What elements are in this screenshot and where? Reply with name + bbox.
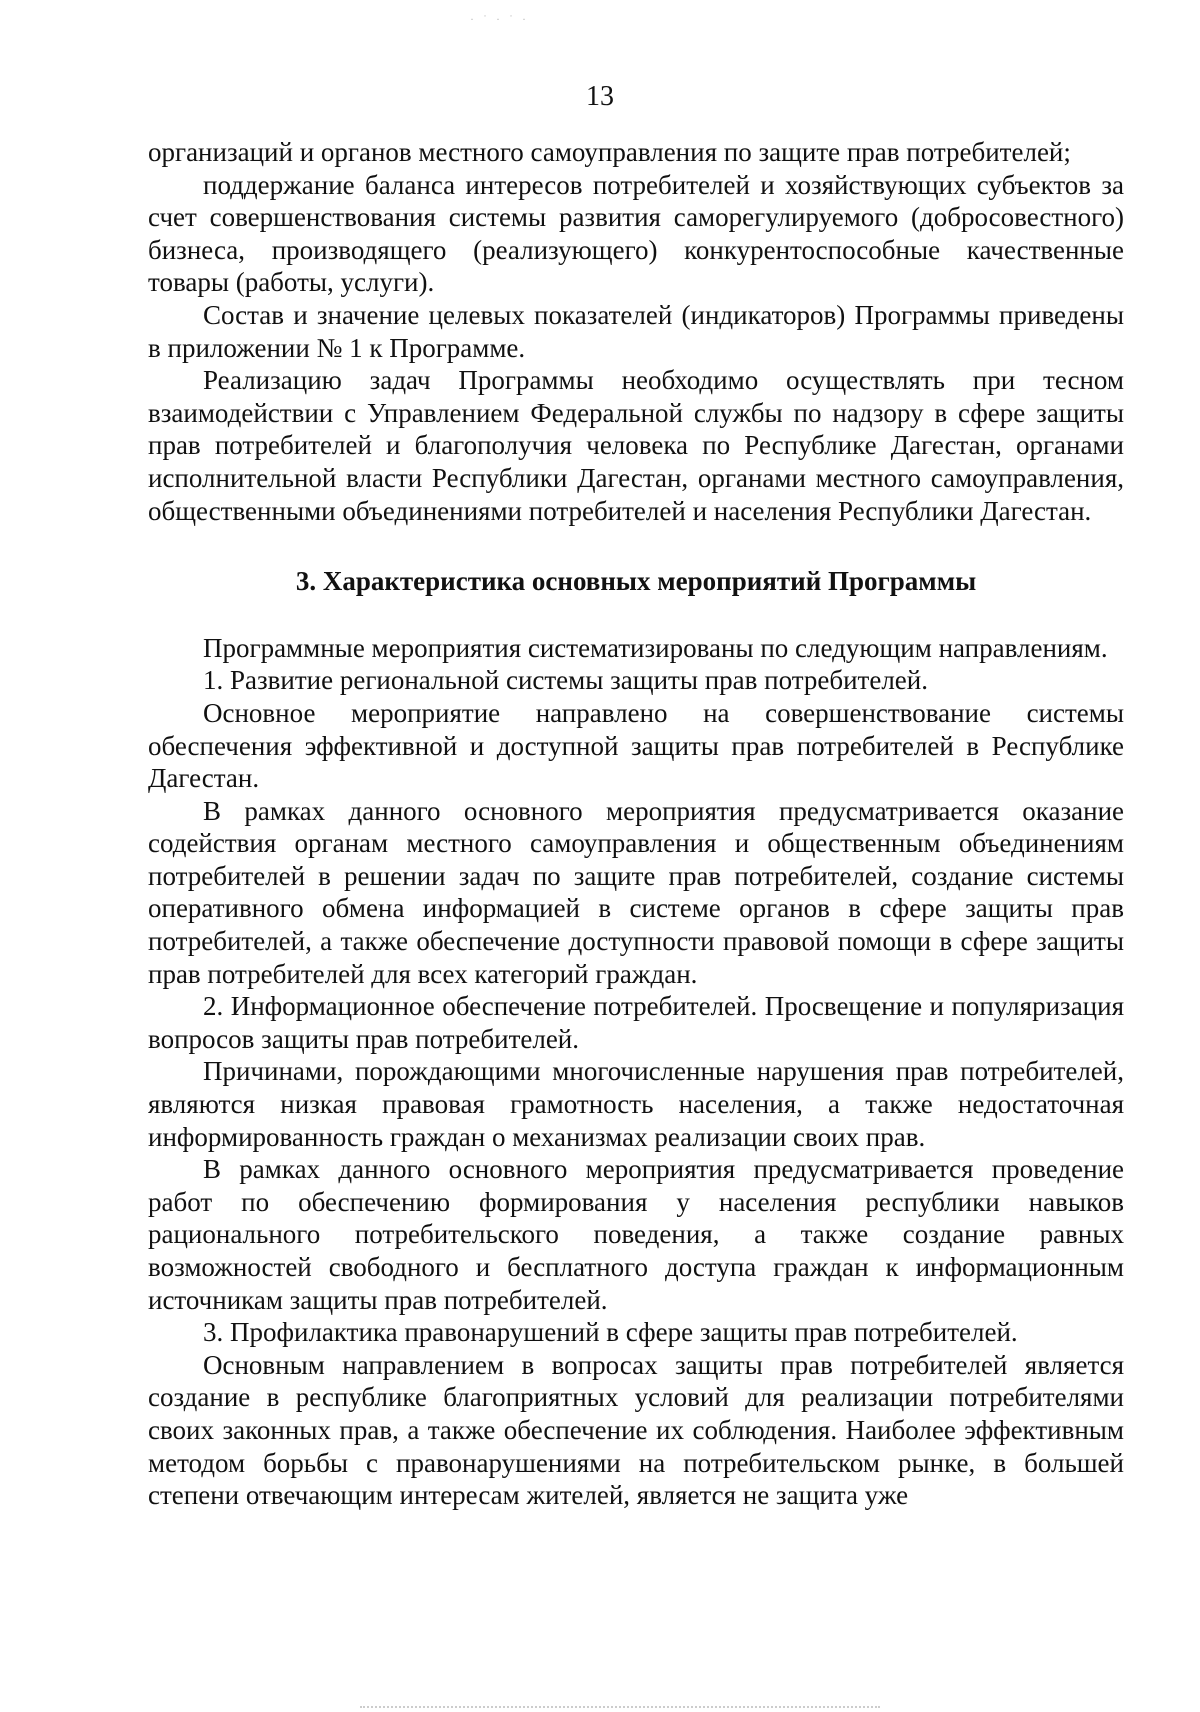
paragraph: 3. Профилактика правонарушений в сфере защиты прав потребителей. bbox=[203, 1317, 1018, 1348]
paragraph: В рамках данного основного мероприятия предусматривается проведение работ по обеспечению формирования у населения республики навыков рационального потребительского поведения, а также создание равных возможностей свободного и бесплатного доступа граждан к информационным источникам защиты прав потребителей. bbox=[148, 1154, 1124, 1315]
paragraph: Основным направлением в вопросах защиты прав потребителей является создание в республике благоприятных условий для реализации потребителями своих законных прав, а также обеспечение их соблюдения. Наиболее эффективным методом борьбы с правонарушениями на потребительском рынке, в большей степени отвечающим интересам жителей, является не защита уже bbox=[148, 1349, 1124, 1511]
paragraph: Состав и значение целевых показателей (индикаторов) Программы приведены в приложении № 1 к Программе. bbox=[148, 299, 1124, 363]
paragraph: Программные мероприятия систематизированы по следующим направлениям. bbox=[203, 632, 1108, 663]
page-number: 13 bbox=[586, 81, 614, 112]
paragraph: поддержание баланса интересов потребителей и хозяйствующих субъектов за счет совершенствования системы развития саморегулируемого (добросовестного) бизнеса, производящего (реализующего) конкурентоспособные качественные товары (работы, услуги). bbox=[148, 169, 1124, 298]
paragraph: организаций и органов местного самоуправления по защите прав потребителей; bbox=[148, 137, 1071, 167]
section-heading: 3. Характеристика основных мероприятий Программы bbox=[295, 566, 977, 597]
paragraph: Основное мероприятие направлено на совершенствование системы обеспечения эффективной и доступной защиты прав потребителей в Республике Дагестан. bbox=[148, 697, 1124, 794]
paragraph: Причинами, порождающими многочисленные нарушения прав потребителей, являются низкая правовая грамотность населения, а также недостаточная информированность граждан о механизмах реализации своих прав. bbox=[148, 1056, 1124, 1152]
scan-edge bbox=[360, 1706, 880, 1712]
paragraph: Реализацию задач Программы необходимо осуществлять при тесном взаимодействии с Управлением Федеральной службы по надзору в сфере защиты прав потребителей и благополучия человека по Республике Дагестан, органами исполнительной власти Республики Дагестан, органами местного самоуправления, общественными объединениями потребителей и населения Республики Дагестан. bbox=[148, 365, 1124, 526]
paragraph: 2. Информационное обеспечение потребителей. Просвещение и популяризация вопросов защиты прав потребителей. bbox=[148, 991, 1124, 1054]
scan-noise: · ˙ · ˙ · bbox=[470, 12, 529, 26]
document-body bbox=[148, 136, 1124, 1512]
paragraph: 1. Развитие региональной системы защиты прав потребителей. bbox=[203, 665, 928, 696]
paragraph: В рамках данного основного мероприятия предусматривается оказание содействия органам местного самоуправления и общественным объединениям потребителей в решении задач по защите прав потребителей, создание системы оперативного обмена информацией в системе органов в сфере защиты прав потребителей, а также обеспечение доступности правовой помощи в сфере защиты прав потребителей для всех категорий граждан. bbox=[148, 795, 1124, 989]
